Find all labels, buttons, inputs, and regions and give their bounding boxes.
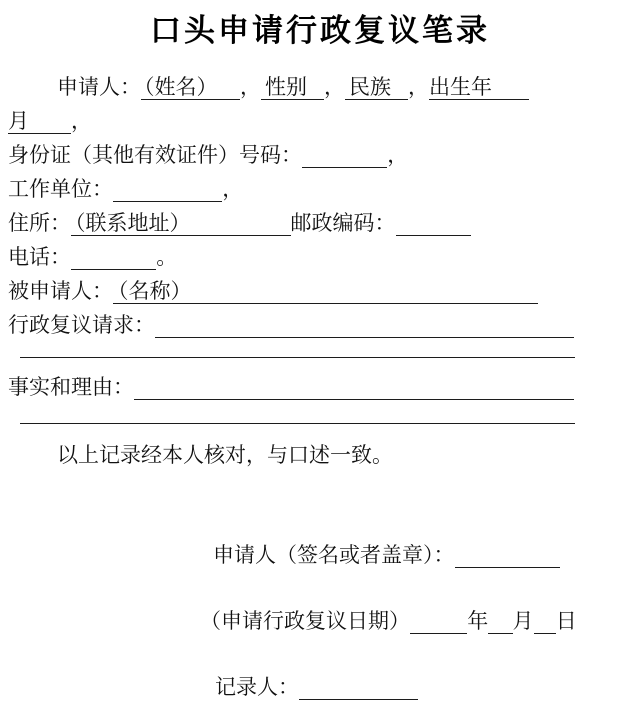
request-line	[0, 308, 640, 342]
date-year-blank[interactable]	[410, 609, 467, 634]
comma: ，	[71, 109, 92, 133]
applicant-line	[0, 70, 640, 104]
address-line	[0, 206, 640, 240]
id-line	[0, 138, 640, 172]
phone-line	[0, 240, 640, 274]
birth-year-blank[interactable]: 出生年	[429, 75, 529, 100]
respondent-blank[interactable]: （名称）	[113, 279, 538, 304]
gender-blank[interactable]: 性别	[261, 75, 324, 100]
date-line	[0, 604, 640, 638]
employer-label: 工作单位：	[8, 177, 113, 201]
facts-line	[0, 370, 640, 404]
confirmation-text: 以上记录经本人核对，与口述一致。	[57, 443, 393, 467]
id-number-blank[interactable]	[302, 143, 387, 168]
recorder-blank[interactable]	[299, 675, 418, 700]
respondent-label: 被申请人：	[8, 279, 113, 303]
employer-blank[interactable]	[113, 177, 222, 202]
confirmation-line	[0, 438, 640, 472]
id-label: 身份证（其他有效证件）号码：	[8, 143, 302, 167]
request-label: 行政复议请求：	[8, 313, 155, 337]
birth-month-blank[interactable]: 月	[8, 109, 71, 134]
date-day-blank[interactable]	[534, 609, 556, 634]
recorder-line	[0, 670, 640, 704]
page-title: 口头申请行政复议笔录	[150, 13, 490, 48]
month-label: 月	[512, 609, 534, 633]
signature-blank[interactable]	[455, 543, 560, 568]
period: 。	[156, 245, 178, 269]
phone-blank[interactable]	[71, 245, 156, 270]
date-label: （申请行政复议日期）	[200, 609, 410, 633]
day-label: 日	[555, 609, 577, 633]
comma: ，	[240, 75, 261, 99]
employer-line	[0, 172, 640, 206]
comma: ，	[324, 75, 345, 99]
respondent-line	[0, 274, 640, 308]
phone-label: 电话：	[8, 245, 71, 269]
ethnicity-blank[interactable]: 民族	[345, 75, 408, 100]
request-blank[interactable]	[155, 313, 574, 338]
postcode-blank[interactable]	[396, 211, 471, 236]
applicant-name-blank[interactable]: （姓名）	[141, 75, 240, 100]
address-blank[interactable]: （联系地址）	[71, 211, 291, 236]
facts-label: 事实和理由：	[8, 375, 134, 399]
applicant-label: 申请人：	[57, 75, 141, 99]
signature-line	[0, 538, 640, 572]
date-month-blank[interactable]	[488, 609, 512, 634]
birth-month-line	[0, 104, 640, 138]
facts-continuation-blank[interactable]	[20, 423, 575, 424]
year-label: 年	[467, 609, 489, 633]
comma: ，	[408, 75, 429, 99]
request-continuation-blank[interactable]	[20, 357, 575, 358]
postcode-label: 邮政编码：	[290, 211, 396, 235]
signature-label: 申请人（签名或者盖章）：	[213, 543, 455, 567]
comma: ，	[387, 143, 409, 167]
recorder-label: 记录人：	[215, 675, 299, 699]
address-label: 住所：	[8, 211, 71, 235]
comma: ，	[222, 177, 244, 201]
facts-blank[interactable]	[134, 375, 574, 400]
